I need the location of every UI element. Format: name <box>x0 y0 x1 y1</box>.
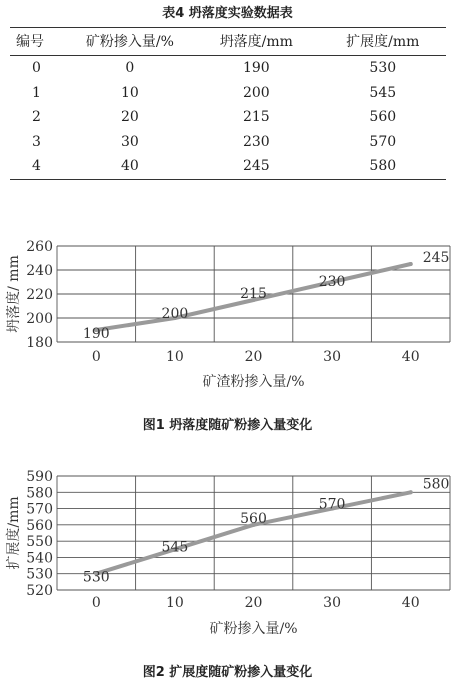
x-tick-label: 10 <box>165 349 184 365</box>
x-tick-label: 10 <box>165 595 184 611</box>
data-point <box>409 262 413 266</box>
x-tick-label: 0 <box>91 349 101 365</box>
table-cell: 245 <box>193 154 319 179</box>
data-label: 190 <box>82 326 110 342</box>
x-tick-label: 30 <box>323 349 342 365</box>
y-tick-label: 520 <box>26 583 53 599</box>
y-tick-label: 580 <box>26 485 53 502</box>
data-label: 570 <box>318 496 346 513</box>
table-cell: 530 <box>369 60 397 77</box>
table-cell: 3 <box>32 133 41 150</box>
table-cell: 30 <box>120 133 139 150</box>
column-header: 扩展度/mm <box>320 28 446 56</box>
series-line <box>96 492 410 573</box>
data-label: 200 <box>161 306 189 322</box>
table-cell: 0 <box>32 60 41 77</box>
x-axis-title: 矿渣粉掺入量/% <box>202 374 305 390</box>
data-label: 215 <box>240 286 267 302</box>
x-tick-label: 30 <box>323 595 342 611</box>
y-tick-label: 240 <box>26 263 53 279</box>
table-cell: 190 <box>242 60 270 77</box>
table-cell: 570 <box>369 133 397 150</box>
column-header: 坍落度/mm <box>193 28 319 56</box>
data-label: 245 <box>422 250 450 266</box>
table-row <box>10 154 446 179</box>
y-tick-label: 550 <box>26 534 53 551</box>
table-cell: 0 <box>125 60 135 77</box>
table-row <box>10 56 446 81</box>
column-header: 矿粉掺入量/% <box>67 28 193 56</box>
data-label: 530 <box>82 569 110 586</box>
table-cell: 4 <box>10 154 67 179</box>
y-axis-title: 坍落度/ mm <box>6 255 22 333</box>
x-axis-title: 矿粉掺入量/% <box>209 621 298 637</box>
table-cell: 1 <box>32 84 41 101</box>
table-row <box>10 130 446 155</box>
slump-line-chart <box>0 236 455 396</box>
data-point <box>409 490 413 494</box>
y-tick-label: 260 <box>26 239 53 255</box>
y-tick-label: 540 <box>26 550 53 567</box>
figure-caption: 图1 坍落度随矿粉掺入量变化 <box>142 418 313 433</box>
table-cell: 545 <box>369 84 397 101</box>
table-cell: 215 <box>242 109 270 126</box>
table-header-row <box>10 28 446 56</box>
table-cell: 200 <box>242 84 270 101</box>
y-axis-title: 扩展度/mm <box>6 496 22 570</box>
spread-line-chart <box>0 466 455 646</box>
data-label: 230 <box>318 274 346 290</box>
table-row <box>10 105 446 130</box>
x-tick-label: 40 <box>401 349 420 365</box>
table-cell: 230 <box>242 133 270 150</box>
table-cell: 40 <box>67 154 193 179</box>
x-tick-label: 20 <box>244 595 263 611</box>
data-label: 580 <box>422 476 450 493</box>
x-tick-label: 20 <box>244 349 263 365</box>
table-cell: 2 <box>32 109 41 126</box>
y-tick-label: 590 <box>26 469 53 485</box>
table-caption: 表4 坍落度实验数据表 <box>162 6 293 21</box>
table-cell: 10 <box>120 84 139 101</box>
x-tick-label: 0 <box>91 595 101 611</box>
table-row <box>10 81 446 106</box>
table-cell: 580 <box>320 154 446 179</box>
y-tick-label: 220 <box>26 287 53 303</box>
x-tick-label: 40 <box>401 595 420 611</box>
y-tick-label: 570 <box>26 501 53 518</box>
table-cell: 20 <box>120 109 139 126</box>
column-header: 编号 <box>10 28 67 56</box>
data-label: 560 <box>240 510 267 527</box>
y-tick-label: 530 <box>26 566 53 583</box>
data-table <box>10 27 446 180</box>
y-tick-label: 180 <box>26 335 53 351</box>
table-cell: 560 <box>369 109 397 126</box>
y-tick-label: 560 <box>26 517 53 534</box>
figure-caption: 图2 扩展度随矿粉掺入量变化 <box>142 665 313 680</box>
y-tick-label: 200 <box>26 311 53 327</box>
data-label: 545 <box>161 539 189 556</box>
